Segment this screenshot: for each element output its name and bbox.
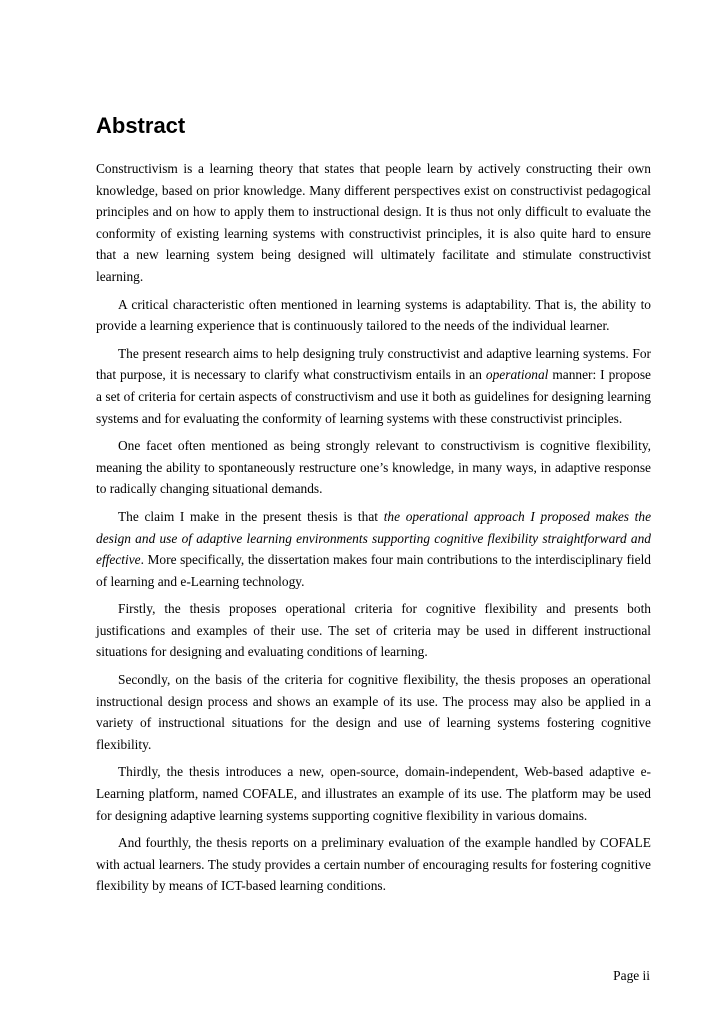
paragraph-text: . More specifically, the dissertation makes four main contributions to the interdisciplinary field of learning and e-Learning technology. bbox=[96, 552, 651, 589]
paragraph-text: One facet often mentioned as being strongly relevant to constructivism is cognitive flexibility, meaning the ability to spontaneously restructure one’s knowledge, in many ways, in adaptive response to radically changing situational demands. bbox=[96, 438, 651, 497]
paragraph-text: manner: I propose a set of criteria for certain aspects of constructivism and use it both as guidelines for designing learning systems and for evaluating the conformity of learning systems with these constructivist principles. bbox=[96, 367, 651, 426]
document-page bbox=[96, 112, 651, 903]
italic-text: the operational approach I proposed makes the design and use of adaptive learning environments supporting cognitive flexibility straightforward and effective bbox=[96, 508, 652, 568]
abstract-paragraph bbox=[96, 761, 651, 826]
abstract-paragraph bbox=[96, 158, 651, 288]
paragraph-text: And fourthly, the thesis reports on a preliminary evaluation of the example handled by COFALE with actual learners. The study provides a certain number of encouraging results for fostering cognitive flexibility by means of ICT-based learning conditions. bbox=[96, 835, 651, 894]
paragraph-text: The claim I make in the present thesis is that bbox=[118, 508, 384, 524]
abstract-paragraph bbox=[96, 343, 651, 429]
abstract-body bbox=[96, 158, 651, 897]
abstract-paragraph bbox=[96, 598, 651, 663]
page-title: Abstract bbox=[96, 113, 186, 138]
paragraph-text: Firstly, the thesis proposes operational criteria for cognitive flexibility and presents both justifications and examples of their use. The set of criteria may be used in different instructional situations for designing and evaluating conditions of learning. bbox=[96, 601, 651, 660]
paragraph-text: The present research aims to help designing truly constructivist and adaptive learning systems. For that purpose, it is necessary to clarify what constructivism entails in an bbox=[96, 345, 651, 383]
abstract-paragraph bbox=[96, 669, 651, 755]
abstract-paragraph bbox=[96, 832, 651, 897]
paragraph-text: Secondly, on the basis of the criteria for cognitive flexibility, the thesis proposes an operational instructional design process and shows an example of its use. The process may also be applied in a variety of instructional situations for the design and use of learning systems fostering cognitive flexibility. bbox=[96, 672, 651, 752]
paragraph-text: Thirdly, the thesis introduces a new, open-source, domain-independent, Web-based adaptive e-Learning platform, named COFALE, and illustrates an example of its use. The platform may be used for designing adaptive learning systems supporting cognitive flexibility in various domains. bbox=[96, 764, 651, 823]
italic-text: operational bbox=[485, 367, 549, 383]
abstract-paragraph bbox=[96, 294, 651, 337]
page-number: Page ii bbox=[613, 968, 650, 983]
abstract-paragraph bbox=[96, 435, 651, 500]
abstract-paragraph bbox=[96, 506, 651, 592]
paragraph-text: Constructivism is a learning theory that states that people learn by actively constructing their own knowledge, based on prior knowledge. Many different perspectives exist on constructivist pedagogical principles and on how to apply them to instructional design. It is thus not only difficult to evaluate the conformity of existing learning systems with constructivist principles, it is also quite hard to ensure that a new learning system being designed will ultimately facilitate and stimulate constructivist learning. bbox=[96, 161, 651, 284]
paragraph-text: A critical characteristic often mentioned in learning systems is adaptability. That is, the ability to provide a learning experience that is continuously tailored to the needs of the individual learner. bbox=[96, 296, 651, 334]
